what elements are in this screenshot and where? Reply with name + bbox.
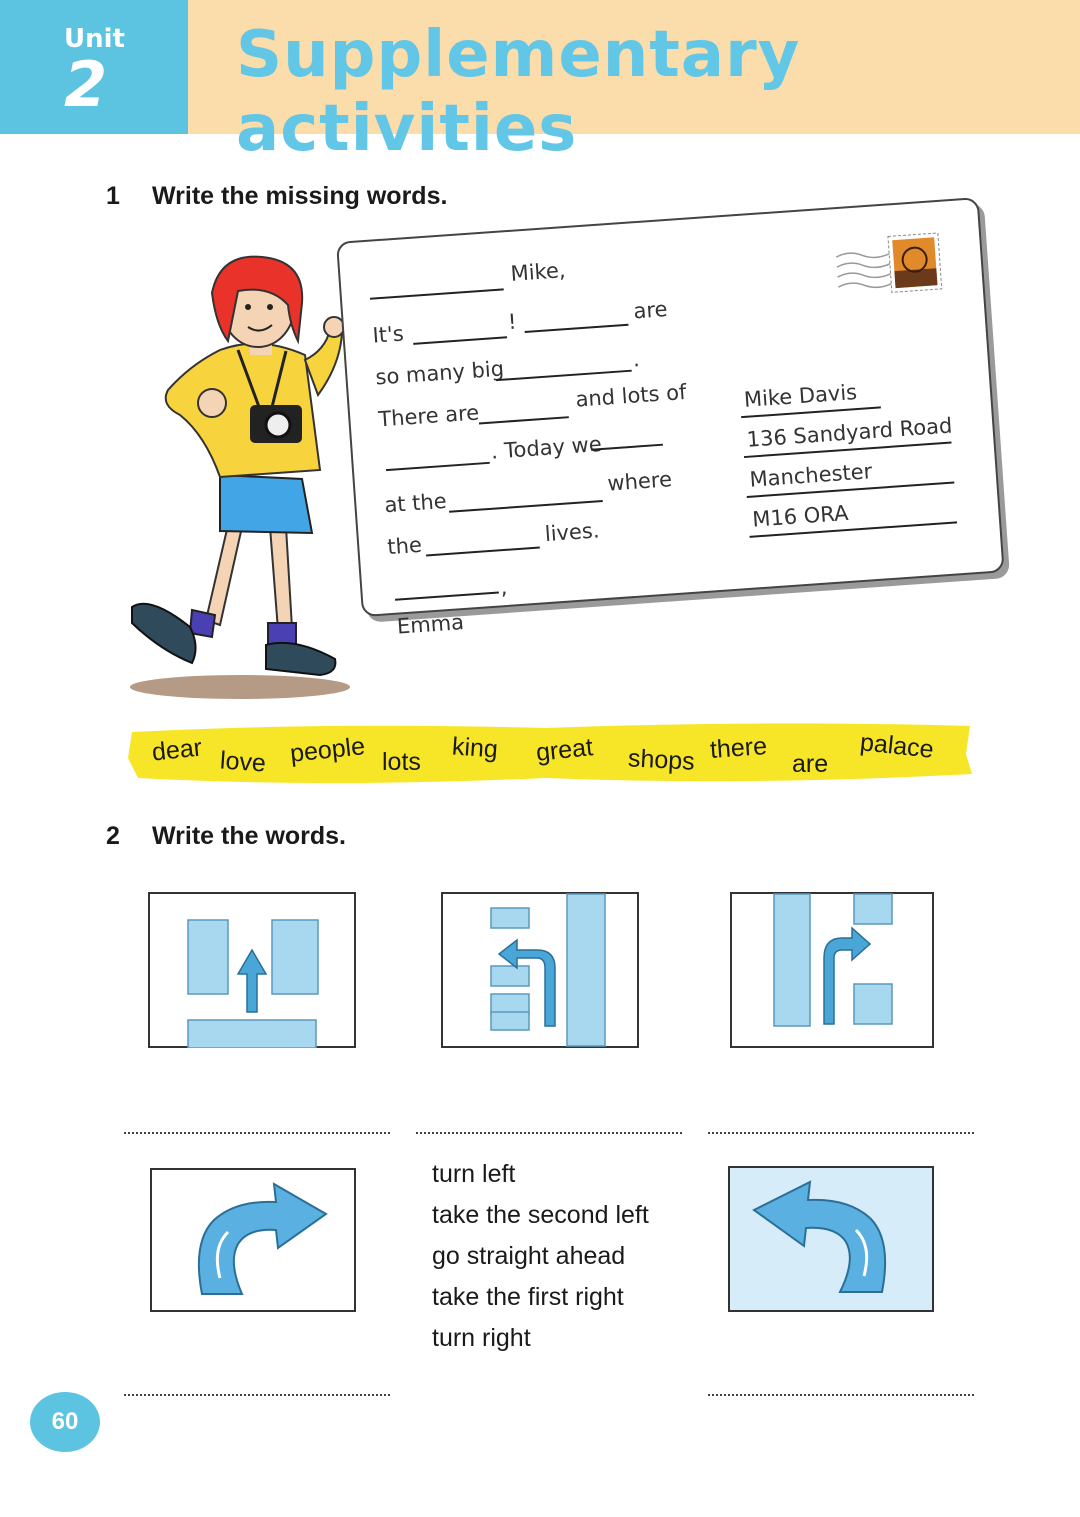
word-bank-item: are	[792, 750, 829, 778]
word-bank-item: people	[288, 732, 367, 768]
blank-the[interactable]	[426, 547, 540, 557]
map-take-the-second-left	[441, 892, 639, 1048]
blank-there-are[interactable]	[479, 416, 569, 424]
word-bank-item: king	[451, 732, 499, 764]
word-bank-item: dear	[150, 733, 204, 767]
postcard-lives: lives.	[544, 518, 601, 547]
address-line-2: 136 Sandyard Road	[745, 413, 953, 452]
postcard	[336, 197, 1005, 639]
option-go-straight-ahead: go straight ahead	[432, 1242, 626, 1270]
page-number: 60	[30, 1392, 100, 1452]
exercise-1-instruction: Write the missing words.	[152, 182, 448, 210]
exercise-1-number: 1	[106, 182, 120, 210]
word-bank-item: lots	[382, 748, 421, 776]
girl-illustration	[120, 255, 360, 705]
postcard-so-many-big: so many big	[374, 356, 505, 390]
postcard-the: the	[386, 532, 423, 560]
word-bank-item: great	[534, 733, 595, 767]
postcard-where: where	[606, 467, 673, 496]
postcard-greeting-name: Mike,	[509, 258, 567, 286]
answer-line-2[interactable]	[416, 1132, 682, 1134]
turn-left-arrow-picture	[728, 1166, 934, 1312]
map-take-the-first-right	[730, 892, 934, 1048]
answer-line-4[interactable]	[124, 1394, 390, 1396]
word-bank-item: there	[709, 732, 768, 764]
unit-label: Unit	[64, 24, 125, 54]
blank-closing[interactable]	[395, 591, 499, 600]
option-take-the-second-left: take the second left	[432, 1201, 649, 1229]
postcard-period: .	[632, 347, 641, 372]
postcard-there-are: There are	[377, 400, 480, 432]
answer-line-1[interactable]	[124, 1132, 390, 1134]
exercise-2-instruction: Write the words.	[152, 822, 347, 850]
address-line-4: M16 ORA	[751, 500, 850, 532]
postcard-at-the: at the	[383, 488, 448, 518]
exercise-2-number: 2	[106, 822, 120, 850]
option-turn-right: turn right	[432, 1324, 531, 1352]
postcard-today-we: . Today we	[490, 431, 603, 464]
unit-badge	[0, 0, 188, 134]
stamp-icon	[887, 232, 943, 293]
postcard-are: are	[632, 297, 669, 324]
blank-today-we[interactable]	[591, 444, 663, 451]
postcard-signature: Emma	[396, 610, 465, 639]
postcard-and-lots-of: and lots of	[574, 379, 688, 412]
word-bank-item: palace	[858, 728, 935, 764]
postmark-lines	[834, 245, 895, 295]
unit-number: 2	[64, 48, 108, 121]
page-title: Supplementary activities	[236, 18, 801, 166]
postcard-its: It's	[371, 321, 405, 348]
postcard-exclaim: !	[507, 309, 518, 335]
answer-line-5[interactable]	[708, 1394, 974, 1396]
blank-after-exclaim[interactable]	[525, 324, 629, 333]
postcard-comma: ,	[499, 574, 509, 600]
blank-greeting[interactable]	[370, 288, 504, 299]
address-line-3: Manchester	[748, 459, 873, 492]
word-bank-item: love	[219, 746, 267, 778]
answer-line-3[interactable]	[708, 1132, 974, 1134]
turn-right-arrow-picture	[150, 1168, 356, 1312]
map-go-straight-ahead	[148, 892, 356, 1048]
address-line-1: Mike Davis	[743, 380, 858, 412]
blank-its[interactable]	[413, 336, 507, 345]
option-take-the-first-right: take the first right	[432, 1283, 624, 1311]
blank-so-many-big[interactable]	[496, 370, 632, 381]
blank-lots-of[interactable]	[386, 462, 490, 471]
option-turn-left: turn left	[432, 1160, 516, 1188]
word-bank-item: shops	[627, 744, 696, 776]
blank-at-the[interactable]	[449, 500, 603, 513]
